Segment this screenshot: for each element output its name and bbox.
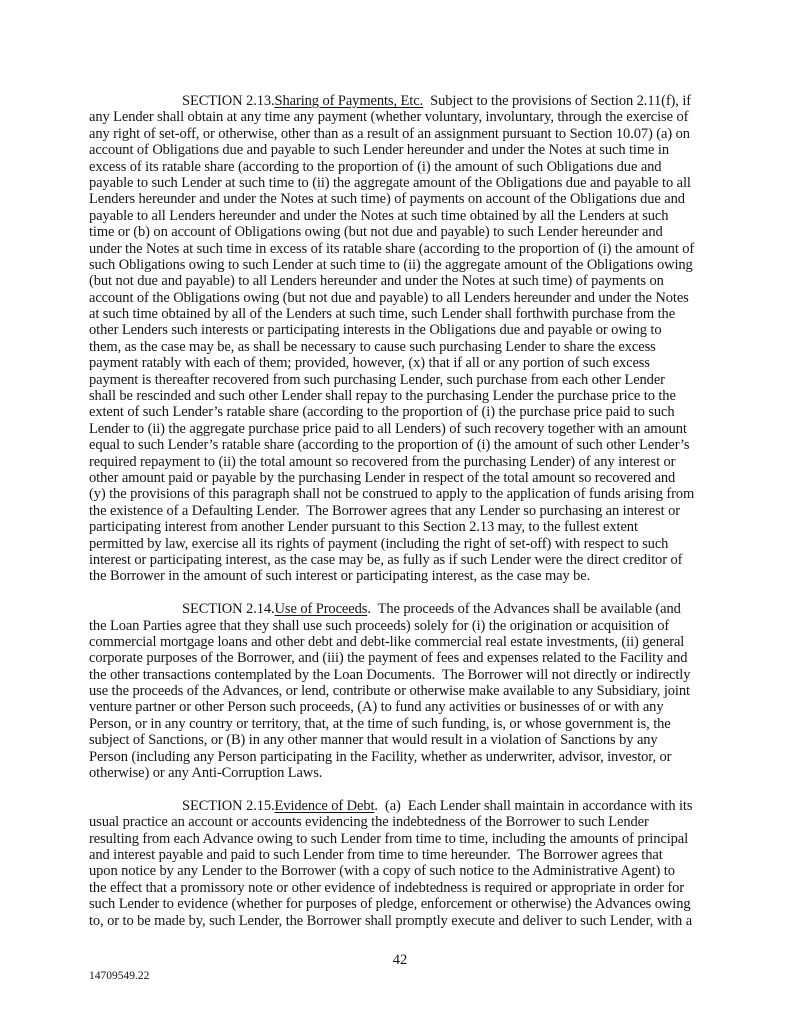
- text-line: account of the Obligations owing (but not due and payable) to all Lenders hereunder and under the Notes: [89, 289, 689, 306]
- text-line: Lender to (ii) the aggregate purchase price paid to all Lenders) of such recovery together with an amount: [89, 420, 687, 437]
- section-paragraph-2.14: [89, 601, 711, 781]
- text-line: the existence of a Defaulting Lender. The Borrower agrees that any Lender so purchasing an interest or: [89, 502, 680, 519]
- text-line: commercial mortgage loans and other debt and debt-like commercial real estate investments, (ii) general: [89, 633, 685, 650]
- text-line: account of Obligations due and payable to such Lender hereunder and under the Notes at such time in: [89, 142, 669, 159]
- section-title: Evidence of Debt: [274, 797, 375, 814]
- text-line: equal to such Lender’s ratable share (according to the proportion of (i) the amount of such other Lender’s: [89, 437, 690, 454]
- section-heading-rest: . (a) Each Lender shall maintain in accordance with its: [374, 797, 693, 814]
- text-line: (but not due and payable) to all Lenders hereunder and under the Notes at such time) of payments on: [89, 273, 664, 290]
- text-line: participating interest from another Lender pursuant to this Section 2.13 may, to the fullest extent: [89, 519, 638, 536]
- text-line: payment ratably with each of them; provided, however, (x) that if all or any portion of such excess: [89, 355, 650, 372]
- text-line: Lenders hereunder and under the Notes at such time) of payments on account of the Obligations due and: [89, 191, 685, 208]
- text-line: payment is thereafter recovered from such purchasing Lender, such purchase from each other Lender: [89, 371, 665, 388]
- document-control-number: 14709549.22: [89, 970, 150, 982]
- text-line: and interest payable and paid to such Lender from time to time hereunder. The Borrower agrees that: [89, 846, 663, 863]
- text-line: such Lender to evidence (whether for purposes of pledge, enforcement or otherwise) the Advances owing: [89, 896, 691, 913]
- section-title: Sharing of Payments, Etc.: [274, 93, 424, 109]
- text-line: resulting from each Advance owing to such Lender from time to time, including the amounts of principal: [89, 830, 689, 847]
- text-line: payable to such Lender at such time to (ii) the aggregate amount of the Obligations due and payable to all: [89, 174, 691, 191]
- text-line: payable to all Lenders hereunder and under the Notes at such time obtained by all the Lenders at such: [89, 207, 669, 224]
- section-paragraph-2.15: [89, 798, 711, 929]
- text-line: under the Notes at such time in excess of its ratable share (according to the proportion of (i) the amount of: [89, 240, 695, 257]
- text-line: other Lenders such interests or participating interests in the Obligations due and payable or owing to: [89, 322, 662, 339]
- text-line: upon notice by any Lender to the Borrower (with a copy of such notice to the Administrative Agent) to: [89, 863, 675, 880]
- text-line: usual practice an account or accounts evidencing the indebtedness of the Borrower to such Lender: [89, 814, 649, 831]
- section-heading-line: [89, 93, 711, 109]
- text-line: to, or to be made by, such Lender, the Borrower shall promptly execute and deliver to such Lender, with a: [89, 912, 693, 929]
- section-label: SECTION 2.13.: [182, 93, 275, 109]
- text-line: time or (b) on account of Obligations owing (but not due and payable) to such Lender hereunder and: [89, 224, 663, 241]
- text-line: corporate purposes of the Borrower, and (iii) the payment of fees and expenses related to the Facility and: [89, 650, 688, 667]
- section-heading-line: [89, 601, 711, 617]
- text-line: such Obligations owing to such Lender at such time to (ii) the aggregate amount of the Obligations owing: [89, 256, 693, 273]
- text-line: other amount paid or payable by the purchasing Lender in respect of the total amount so recovered and: [89, 469, 676, 486]
- text-line: the other transactions contemplated by the Loan Documents. The Borrower will not directly or indirectly: [89, 666, 691, 683]
- text-line: the Borrower in the amount of such interest or participating interest, as the case may be.: [89, 568, 591, 585]
- section-heading-rest: . The proceeds of the Advances shall be available (and: [367, 601, 681, 618]
- document-body: [89, 93, 711, 929]
- text-line: otherwise) or any Anti-Corruption Laws.: [89, 765, 323, 782]
- text-line: at such time obtained by all of the Lenders at such time, such Lender shall forthwith purchase from the: [89, 306, 676, 323]
- text-line: permitted by law, exercise all its rights of payment (including the right of set-off) with respect to such: [89, 535, 669, 552]
- text-line: extent of such Lender’s ratable share (according to the proportion of (i) the purchase price paid to such: [89, 404, 675, 421]
- section-title: Use of Proceeds: [274, 601, 368, 618]
- section-heading-line: [89, 798, 711, 814]
- text-line: Person (including any Person participating in the Facility, whether as underwriter, advisor, investor, or: [89, 748, 672, 765]
- text-line: venture partner or other Person such proceeds, (A) to fund any activities or businesses of or with any: [89, 699, 664, 716]
- text-line: use the proceeds of the Advances, or lend, contribute or otherwise make available to any Subsidiary, joint: [89, 683, 690, 700]
- section-paragraph-2.13: [89, 93, 711, 585]
- text-line: interest or participating interest, as the case may be, as fully as if such Lender were the direct creditor of: [89, 551, 683, 568]
- section-heading-rest: Subject to the provisions of Section 2.11(f), if: [423, 93, 691, 109]
- text-line: any Lender shall obtain at any time any payment (whether voluntary, involuntary, through the exercise of: [89, 109, 689, 126]
- text-line: required repayment to (ii) the total amount so recovered from the purchasing Lender) of any interest or: [89, 453, 676, 470]
- text-line: any right of set-off, or otherwise, other than as a result of an assignment pursuant to Section 10.07) (a) on: [89, 125, 690, 142]
- text-line: subject of Sanctions, or (B) in any other manner that would result in a violation of Sanctions by any: [89, 732, 658, 749]
- text-line: them, as the case may be, as shall be necessary to cause such purchasing Lender to share the excess: [89, 338, 656, 355]
- text-line: the effect that a promissory note or other evidence of indebtedness is required or appropriate in order for: [89, 879, 684, 896]
- text-line: (y) the provisions of this paragraph shall not be construed to apply to the application of funds arising from: [89, 486, 695, 503]
- text-line: shall be rescinded and such other Lender shall repay to the purchasing Lender the purchase price to the: [89, 388, 676, 405]
- text-line: Person, or in any country or territory, that, at the time of such funding, is, or whose government is, the: [89, 715, 671, 732]
- section-label: SECTION 2.15.: [182, 797, 275, 814]
- page-number: 42: [392, 952, 408, 968]
- section-label: SECTION 2.14.: [182, 601, 275, 618]
- text-line: the Loan Parties agree that they shall use such proceeds) solely for (i) the origination or acquisition of: [89, 617, 670, 634]
- text-line: excess of its ratable share (according to the proportion of (i) the amount of such Obligations due and: [89, 158, 662, 175]
